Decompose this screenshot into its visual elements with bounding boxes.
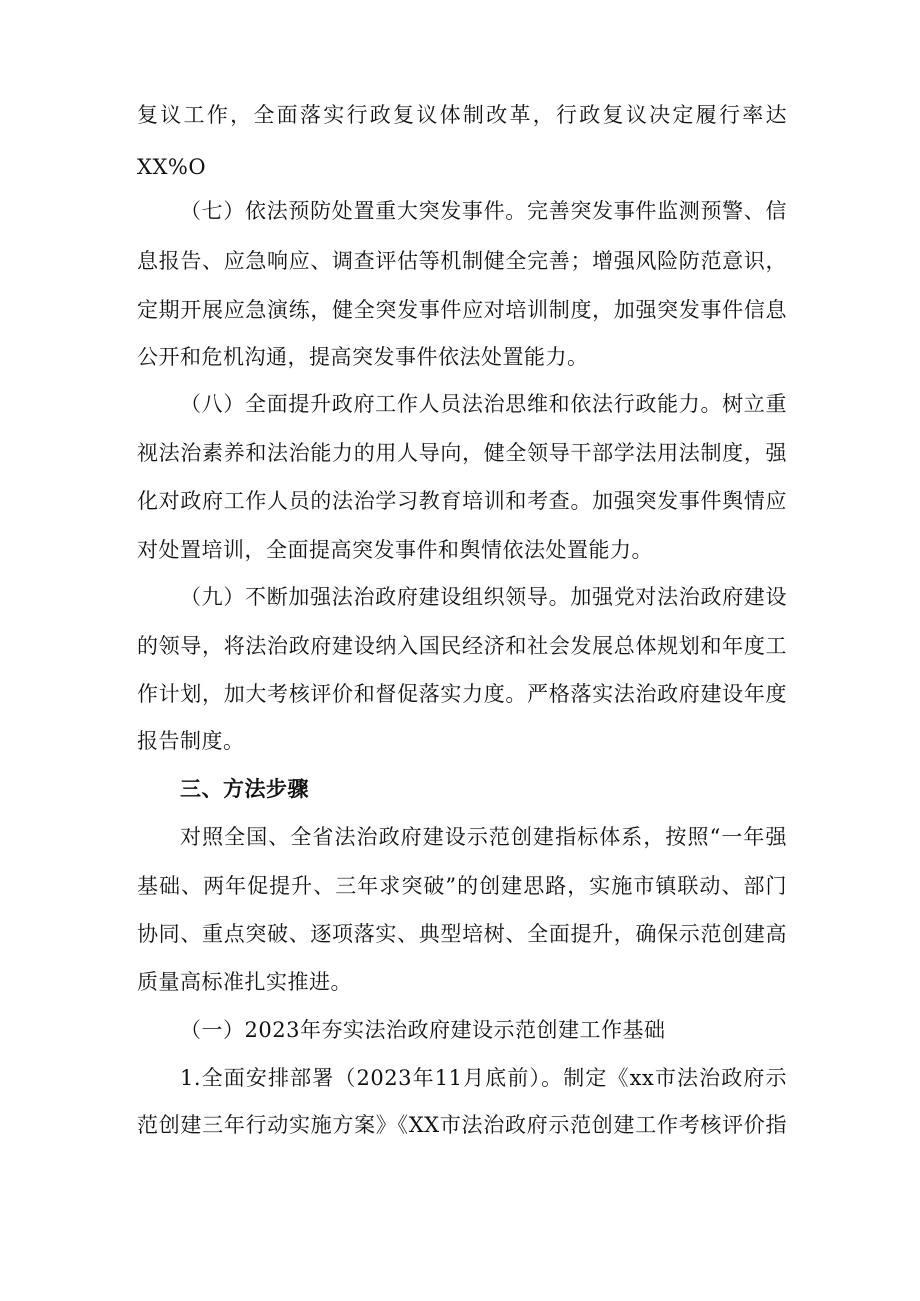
subsection-title: （一）2023年夯实法治政府建设示范创建工作基础 [180, 1018, 666, 1042]
text-line: 报告制度。 [137, 729, 245, 753]
section-8-title-line: （八）全面提升政府工作人员法治思维和依法行政能力。树立重 [180, 392, 787, 416]
text-line: 的领导，将法治政府建设纳入国民经济和社会发展总体规划和年度工 [137, 634, 787, 658]
text-line: 1.全面安排部署（2023年11月底前）。制定《xx市法治政府示 [180, 1066, 787, 1090]
text-line: 范创建三年行动实施方案》《XX市法治政府示范创建工作考核评价指 [137, 1113, 787, 1137]
text-line: 协同、重点突破、逐项落实、典型培树、全面提升，确保示范创建高 [137, 922, 787, 946]
text-line: 视法治素养和法治能力的用人导向，健全领导干部学法用法制度，强 [137, 441, 787, 465]
text-line: 息报告、应急响应、调查评估等机制健全完善；增强风险防范意识， [137, 249, 787, 273]
text-line: 基础、两年促提升、三年求突破”的创建思路，实施市镇联动、部门 [137, 874, 787, 898]
text-line: 公开和危机沟通，提高突发事件依法处置能力。 [137, 345, 589, 369]
text-line: 对照全国、全省法治政府建设示范创建指标体系，按照“一年强 [180, 825, 787, 849]
section-9-title-line: （九）不断加强法治政府建设组织领导。加强党对法治政府建设 [180, 585, 787, 609]
section-heading: 三、方法步骤 [180, 777, 309, 801]
text-line: 对处置培训，全面提高突发事件和舆情依法处置能力。 [137, 538, 653, 562]
text-line: 作计划，加大考核评价和督促落实力度。严格落实法治政府建设年度 [137, 682, 787, 706]
text-line: XX%O [137, 155, 207, 179]
section-7-title-line: （七）依法预防处置重大突发事件。完善突发事件监测预警、信 [180, 199, 787, 223]
text-line: 质量高标准扎实推进。 [137, 970, 352, 994]
text-line: 定期开展应急演练，健全突发事件应对培训制度，加强突发事件信息 [137, 298, 787, 322]
text-line: 复议工作，全面落实行政复议体制改革，行政复议决定履行率达 [137, 103, 787, 127]
text-line: 化对政府工作人员的法治学习教育培训和考查。加强突发事件舆情应 [137, 489, 787, 513]
